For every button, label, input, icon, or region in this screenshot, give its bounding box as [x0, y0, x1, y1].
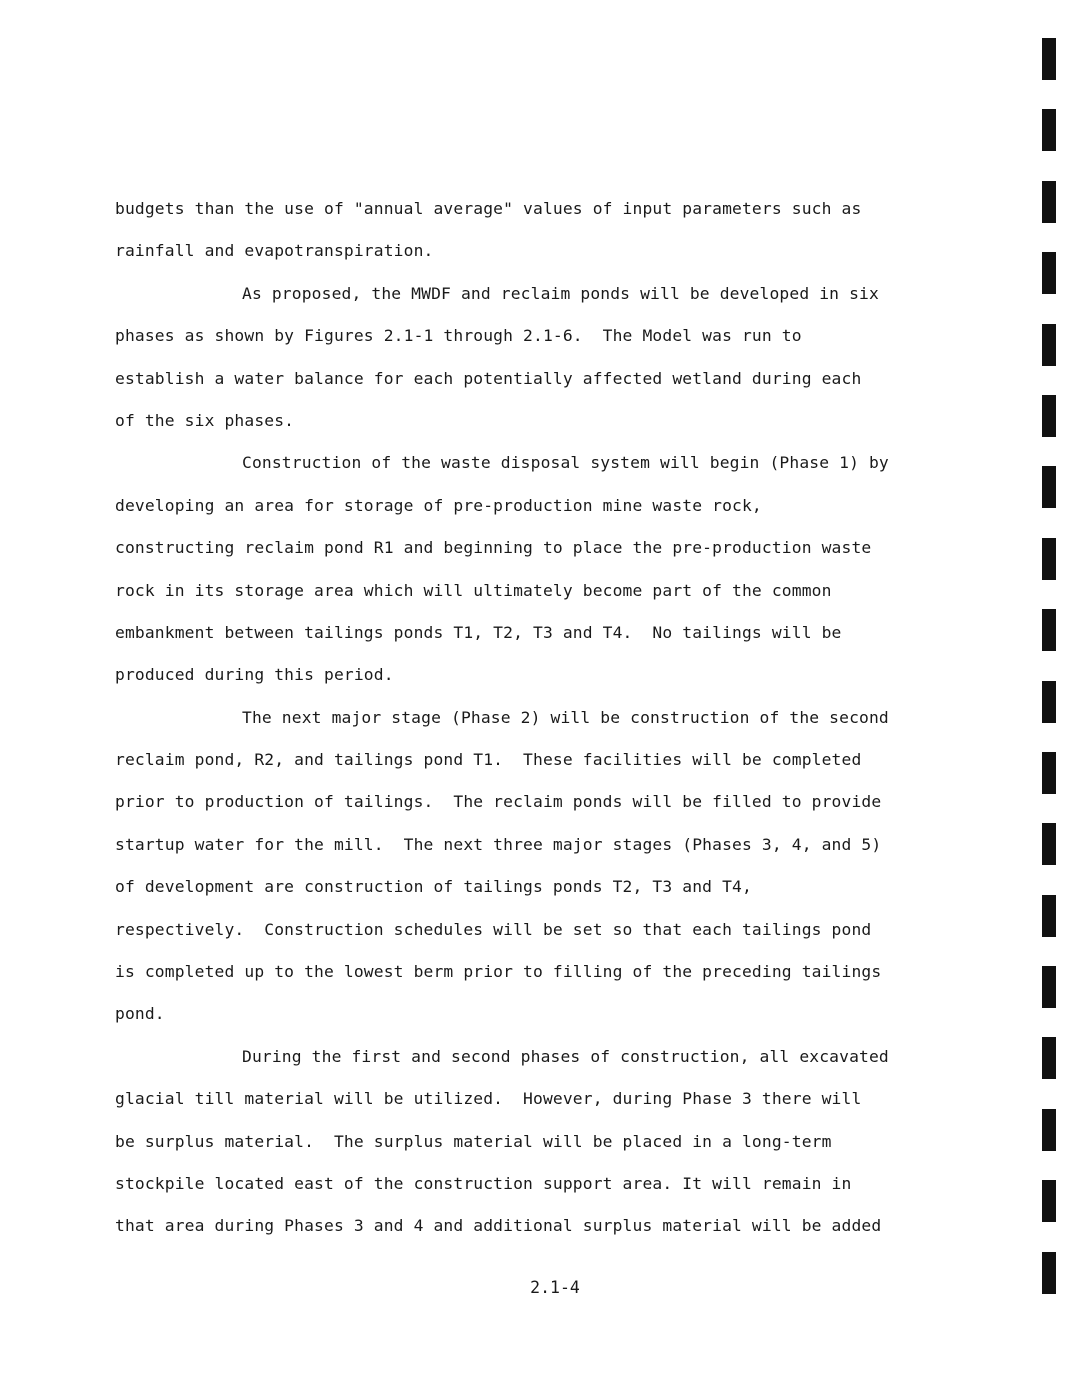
text-line: of the six phases. — [115, 410, 295, 430]
text-line: is completed up to the lowest berm prior to filling of the preceding tailings — [115, 962, 882, 982]
paragraph — [115, 1036, 945, 1248]
text-line: respectively. Construction schedules will be set so that each tailings pond — [115, 919, 872, 939]
change-bar — [1042, 681, 1056, 723]
text-line: of development are construction of tailings ponds T2, T3 and T4, — [115, 877, 752, 897]
text-line: be surplus material. The surplus material will be placed in a long-term — [115, 1131, 832, 1151]
text-line: Construction of the waste disposal system will begin (Phase 1) by — [242, 453, 889, 473]
text-line: startup water for the mill. The next three major stages (Phases 3, 4, and 5) — [115, 834, 882, 854]
text-line: As proposed, the MWDF and reclaim ponds will be developed in six — [242, 283, 879, 303]
text-line: rainfall and evapotranspiration. — [115, 241, 434, 261]
text-line: stockpile located east of the construction support area. It will remain in — [115, 1173, 852, 1193]
text-line: budgets than the use of "annual average" values of input parameters such as — [115, 199, 862, 218]
change-bar — [1042, 609, 1056, 651]
text-line: rock in its storage area which will ultimately become part of the common — [115, 580, 832, 600]
change-bar — [1042, 823, 1056, 865]
text-line: phases as shown by Figures 2.1-1 through 2.1-6. The Model was run to — [115, 326, 802, 346]
text-line: During the first and second phases of construction, all excavated — [242, 1046, 889, 1066]
change-bar — [1042, 38, 1056, 80]
change-bar — [1042, 752, 1056, 794]
body-text — [115, 188, 945, 1248]
text-line: establish a water balance for each potentially affected wetland during each — [115, 368, 862, 388]
paragraph — [115, 188, 945, 273]
change-bar — [1042, 895, 1056, 937]
text-line: developing an area for storage of pre-production mine waste rock, — [115, 495, 762, 515]
change-bar — [1042, 181, 1056, 223]
change-bar — [1042, 538, 1056, 580]
text-line: The next major stage (Phase 2) will be construction of the second — [242, 707, 889, 727]
change-bar — [1042, 966, 1056, 1008]
change-bar — [1042, 109, 1056, 151]
text-line: that area during Phases 3 and 4 and additional surplus material will be added — [115, 1216, 882, 1236]
change-bar — [1042, 1180, 1056, 1222]
change-bar — [1042, 1109, 1056, 1151]
paragraph — [115, 273, 945, 443]
text-line: constructing reclaim pond R1 and beginning to place the pre-production waste — [115, 538, 872, 558]
text-line: pond. — [115, 1004, 165, 1024]
text-line: produced during this period. — [115, 665, 394, 685]
change-bar — [1042, 466, 1056, 508]
text-line: embankment between tailings ponds T1, T2, T3 and T4. No tailings will be — [115, 622, 842, 642]
change-bar — [1042, 1037, 1056, 1079]
paragraph — [115, 697, 945, 1036]
revision-change-bars — [1042, 38, 1056, 1323]
paragraph — [115, 442, 945, 696]
change-bar — [1042, 252, 1056, 294]
text-line: glacial till material will be utilized. However, during Phase 3 there will — [115, 1089, 862, 1109]
change-bar — [1042, 324, 1056, 366]
change-bar — [1042, 395, 1056, 437]
page-number: 2.1-4 — [530, 1278, 580, 1297]
text-line: prior to production of tailings. The reclaim ponds will be filled to provide — [115, 792, 882, 812]
text-line: reclaim pond, R2, and tailings pond T1. These facilities will be completed — [115, 750, 862, 770]
